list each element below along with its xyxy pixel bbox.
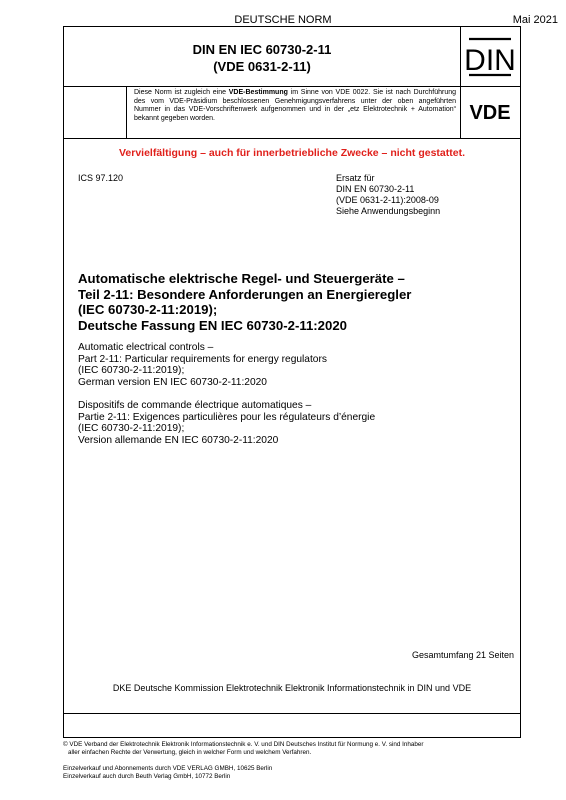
title-french-line: Partie 2-11: Exigences particulières pour les régulateurs d’énergie	[78, 411, 376, 423]
divider	[64, 138, 520, 139]
document-number: DIN EN IEC 60730-2-11	[192, 42, 332, 57]
copyright-notice	[63, 741, 423, 756]
application-start-note: Siehe Anwendungsbeginn	[336, 206, 441, 216]
title-german-line: (IEC 60730-2-11:2019);	[78, 302, 218, 317]
copyright-line: © VDE Verband der Elektrotechnik Elektronik Informationstechnik e. V. und DIN Deutsches Institut für Normung e. V. sind Inhaber	[63, 741, 424, 748]
vde-note-text: Diese Norm ist zugleich eine	[134, 89, 229, 96]
replacement-info	[336, 173, 440, 217]
vde-logo	[460, 86, 520, 138]
replacement-label: Ersatz für	[336, 173, 375, 183]
title-french-line: Version allemande EN IEC 60730-2-11:2020	[78, 434, 279, 446]
vde-note-text: im Sinne von VDE 0022. Sie ist nach Durchführung des vom VDE-Präsidium beschlossenen Genehmigungsverfahrens unter der oben angeführten Nummer in das VDE-Vorschriftenwerk aufgenommen und in der „etz Elektrotechnik + Automation“ bekannt gegeben worden.	[134, 89, 456, 122]
divider	[126, 86, 127, 138]
title-english-line: Part 2-11: Particular requirements for energy regulators	[78, 353, 327, 365]
din-logo-text: DIN	[464, 44, 516, 77]
title-english-line: German version EN IEC 60730-2-11:2020	[78, 376, 267, 388]
title-french	[78, 400, 518, 446]
divider	[64, 86, 520, 87]
title-german-line: Teil 2-11: Besondere Anforderungen an Energieregler	[78, 286, 412, 302]
din-logo	[460, 27, 520, 86]
ics-code: ICS 97.120	[78, 173, 124, 183]
replaced-vde-number: (VDE 0631-2-11):2008-09	[336, 195, 439, 205]
title-german-line: Automatische elektrische Regel- und Steuergeräte –	[78, 271, 405, 286]
title-english-line: (IEC 60730-2-11:2019);	[78, 365, 185, 377]
total-pages: Gesamtumfang 21 Seiten	[411, 650, 514, 660]
vde-note-bold: VDE-Bestimmung	[228, 89, 288, 96]
publication-date: Mai 2021	[512, 14, 558, 26]
sales-line: Einzelverkauf auch durch Beuth Verlag GmbH, 10772 Berlin	[63, 772, 231, 780]
title-french-line: Dispositifs de commande électrique automatiques –	[78, 400, 312, 411]
title-english-line: Automatic electrical controls –	[78, 342, 214, 353]
vde-determination-note	[134, 89, 456, 123]
reproduction-notice: Vervielfältigung – auch für innerbetriebliche Zwecke – nicht gestattet.	[118, 147, 465, 159]
vde-classification: (VDE 0631-2-11)	[213, 59, 311, 74]
cover-frame	[63, 26, 521, 738]
sales-line: Einzelverkauf und Abonnements durch VDE VERLAG GMBH, 10625 Berlin	[63, 765, 273, 772]
title-german-line: Deutsche Fassung EN IEC 60730-2-11:2020	[78, 317, 348, 333]
copyright-line: aller einfachen Rechte der Verwertung, gleich in welcher Form und welchem Verfahren.	[68, 748, 312, 756]
replaced-standard: DIN EN 60730-2-11	[336, 184, 415, 194]
divider	[64, 713, 520, 714]
title-english	[78, 342, 518, 388]
title-german	[78, 271, 518, 333]
norm-type: DEUTSCHE NORM	[234, 14, 332, 26]
committee-line: DKE Deutsche Kommission Elektrotechnik Elektronik Informationstechnik in DIN und VDE	[112, 683, 472, 693]
vde-logo-text: VDE	[469, 102, 511, 124]
sales-info	[63, 765, 272, 780]
title-french-line: (IEC 60730-2-11:2019);	[78, 423, 185, 435]
